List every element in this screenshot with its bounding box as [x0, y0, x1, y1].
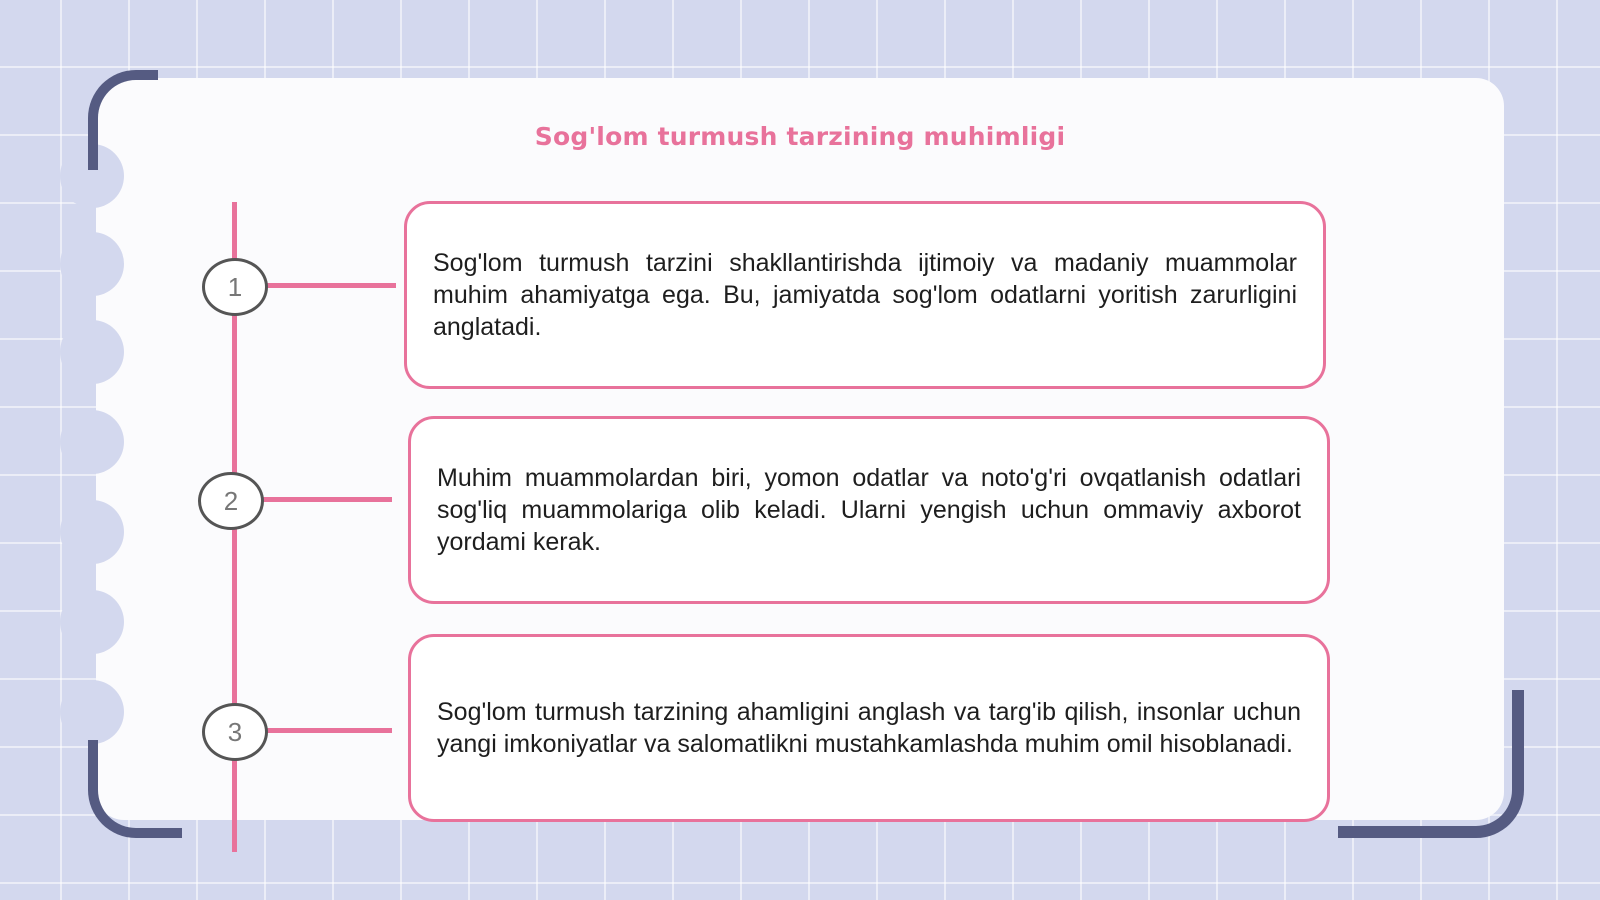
step-number-badge: 1: [202, 258, 268, 316]
slide-title: Sog'lom turmush tarzining muhimligi: [534, 122, 1066, 151]
corner-bracket-top-left: [88, 70, 158, 170]
edge-notch: [60, 320, 124, 384]
corner-bracket-bottom-left: [88, 740, 182, 838]
edge-notch: [60, 500, 124, 564]
step-number-badge: 2: [198, 472, 264, 530]
edge-notch: [60, 680, 124, 744]
edge-notch: [60, 232, 124, 296]
step-card: [408, 634, 1330, 822]
step-text: Muhim muammolardan biri, yomon odatlar va noto'g'ri ovqatlanish odatlari sog'liq muammolariga olib keladi. Ularni yengish uchun ommaviy axborot yordami kerak.: [437, 464, 1301, 556]
step-card: [408, 416, 1330, 604]
edge-notch: [60, 410, 124, 474]
edge-notch: [60, 590, 124, 654]
corner-bracket-bottom-right: [1338, 690, 1524, 838]
step-connector: [262, 497, 392, 502]
step-connector: [266, 728, 392, 733]
step-card: [404, 201, 1326, 389]
step-text: Sog'lom turmush tarzining ahamligini anglash va targ'ib qilish, insonlar uchun yangi imkoniyatlar va salomatlikni mustahkamlashda muhim omil hisoblanadi.: [437, 698, 1301, 758]
step-number-badge: 3: [202, 703, 268, 761]
step-connector: [266, 283, 396, 288]
step-text: Sog'lom turmush tarzini shakllantirishda ijtimoiy va madaniy muammolar muhim ahamiyatga ega. Bu, jamiyatda sog'lom odatlarni yoritish zarurligini anglatadi.: [433, 249, 1297, 341]
